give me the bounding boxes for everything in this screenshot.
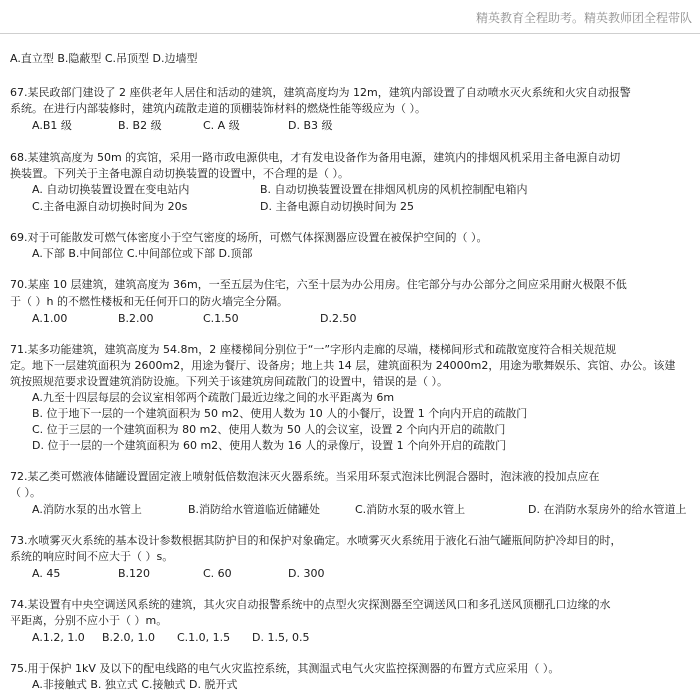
q67-stem-line2: 系统。在进行内部装修时，建筑内疏散走道的顶棚装饰材料的燃烧性能等级应为（ ）。 xyxy=(10,102,426,115)
q74-option-d: D. 1.5, 0.5 xyxy=(252,631,310,644)
q74-option-a: A.1.2, 1.0 xyxy=(32,631,85,644)
q68-option-b: B. 自动切换装置设置在排烟风机房的风机控制配电箱内 xyxy=(260,183,528,196)
q73-option-c: C. 60 xyxy=(203,567,232,580)
q70-option-c: C.1.50 xyxy=(203,312,239,325)
q73-option-b: B.120 xyxy=(118,567,151,580)
q69-options: A.下部 B.中间部位 C.中间部位或下部 D.顶部 xyxy=(32,247,253,260)
q72-stem-line1: 72.某乙类可燃液体储罐设置固定液上喷射低倍数泡沫灭火器系统。当采用环泵式泡沫比例混合器时，泡沫液的投加点应在 xyxy=(10,470,600,483)
header-divider xyxy=(0,33,700,34)
q68-option-c: C.主备电源自动切换时间为 20s xyxy=(32,200,188,213)
q72-stem-line2: （ ）。 xyxy=(10,486,41,499)
q70-stem-line2: 于（ ）h 的不燃性楼板和无任何开口的防火墙完全分隔。 xyxy=(10,295,288,308)
q74-stem-line2: 平距离，分别不应小于（ ）m。 xyxy=(10,614,168,627)
q71-option-c: C. 位于三层的一个建筑面积为 80 m2、使用人数为 50 人的会议室，设置 2 个向内开启的疏散门 xyxy=(32,423,506,436)
q72-option-a: A.消防水泵的出水管上 xyxy=(32,503,142,516)
q71-option-b: B. 位于地下一层的一个建筑面积为 50 m2、使用人数为 10 人的小餐厅，设置 1 个向内开启的疏散门 xyxy=(32,407,528,420)
q70-option-a: A.1.00 xyxy=(32,312,68,325)
q73-option-d: D. 300 xyxy=(288,567,325,580)
q66-options: A.直立型 B.隐蔽型 C.吊顶型 D.边墙型 xyxy=(10,52,198,65)
q69-stem-line1: 69.对于可能散发可燃气体密度小于空气密度的场所，可燃气体探测器应设置在被保护空间的（ ）。 xyxy=(10,231,488,244)
q71-stem-line3: 筑按照规范要求设置建筑消防设施。下列关于该建筑房间疏散门的设置中，错误的是（ ）。 xyxy=(10,375,448,388)
q71-option-d: D. 位于一层的一个建筑面积为 60 m2、使用人数为 16 人的录像厅，设置 1 个向外开启的疏散门 xyxy=(32,439,507,452)
q75-stem-line1: 75.用于保护 1kV 及以下的配电线路的电气火灾监控系统，其测温式电气火灾监控探测器的布置方式应采用（ ）。 xyxy=(10,662,560,675)
q67-option-d: D. B3 级 xyxy=(288,119,333,132)
q71-option-a: A.九至十四层每层的会议室相邻两个疏散门最近边缘之间的水平距离为 6m xyxy=(32,391,395,404)
q67-option-c: C. A 级 xyxy=(203,119,240,132)
page-header xyxy=(0,0,700,30)
q70-option-d: D.2.50 xyxy=(320,312,357,325)
q70-stem-line1: 70.某座 10 层建筑，建筑高度为 36m，一至五层为住宅，六至十层为办公用房。住宅部分与办公部分之间应采用耐火极限不低 xyxy=(10,278,627,291)
q67-option-b: B. B2 级 xyxy=(118,119,162,132)
q73-stem-line2: 系统的响应时间不应大于（ ）s。 xyxy=(10,550,174,563)
q68-stem-line1: 68.某建筑高度为 50m 的宾馆，采用一路市政电源供电，才有发电设备作为备用电源，建筑内的排烟风机采用主备电源自动切 xyxy=(10,151,621,164)
q71-stem-line1: 71.某多功能建筑，建筑高度为 54.8m，2 座楼梯间分别位于“一”字形内走廊的尽端，楼梯间形式和疏散宽度符合相关规范规 xyxy=(10,343,617,356)
q72-option-b: B.消防给水管道临近储罐处 xyxy=(188,503,321,516)
q71-stem-line2: 定。地下一层建筑面积为 2600m2，用途为餐厅、设备房；地上共 14 层，建筑面积为 24000m2，用途为歌舞娱乐、宾馆、办公。该建 xyxy=(10,359,676,372)
q68-stem-line2: 换装置。下列关于主备电源自动切换装置的设置中，不合理的是（ ）。 xyxy=(10,167,349,180)
q73-option-a: A. 45 xyxy=(32,567,61,580)
q68-option-a: A. 自动切换装置设置在变电站内 xyxy=(32,183,190,196)
q70-option-b: B.2.00 xyxy=(118,312,154,325)
q75-options: A.非接触式 B. 独立式 C.接触式 D. 脱开式 xyxy=(32,678,238,691)
q74-option-c: C.1.0, 1.5 xyxy=(177,631,231,644)
q74-stem-line1: 74.某设置有中央空调送风系统的建筑，其火灾自动报警系统中的点型火灾探测器至空调送风口和多孔送风顶棚孔口边缘的水 xyxy=(10,598,611,611)
q67-option-a: A.B1 级 xyxy=(32,119,72,132)
q74-option-b: B.2.0, 1.0 xyxy=(102,631,156,644)
header-title: 精英教育全程助考。精英教师团全程带队 xyxy=(475,11,692,25)
q73-stem-line1: 73.水喷雾灭火系统的基本设计参数根据其防护目的和保护对象确定。水喷雾灭火系统用于液化石油气罐瓶间防护冷却目的时， xyxy=(10,534,622,547)
q72-option-c: C.消防水泵的吸水管上 xyxy=(355,503,466,516)
q67-stem-line1: 67.某民政部门建设了 2 座供老年人居住和活动的建筑，建筑高度均为 12m，建筑内部设置了自动喷水灭火系统和火灾自动报警 xyxy=(10,86,631,99)
q72-option-d: D. 在消防水泵房外的给水管道上 xyxy=(528,503,687,516)
q68-option-d: D. 主备电源自动切换时间为 25 xyxy=(260,200,414,213)
